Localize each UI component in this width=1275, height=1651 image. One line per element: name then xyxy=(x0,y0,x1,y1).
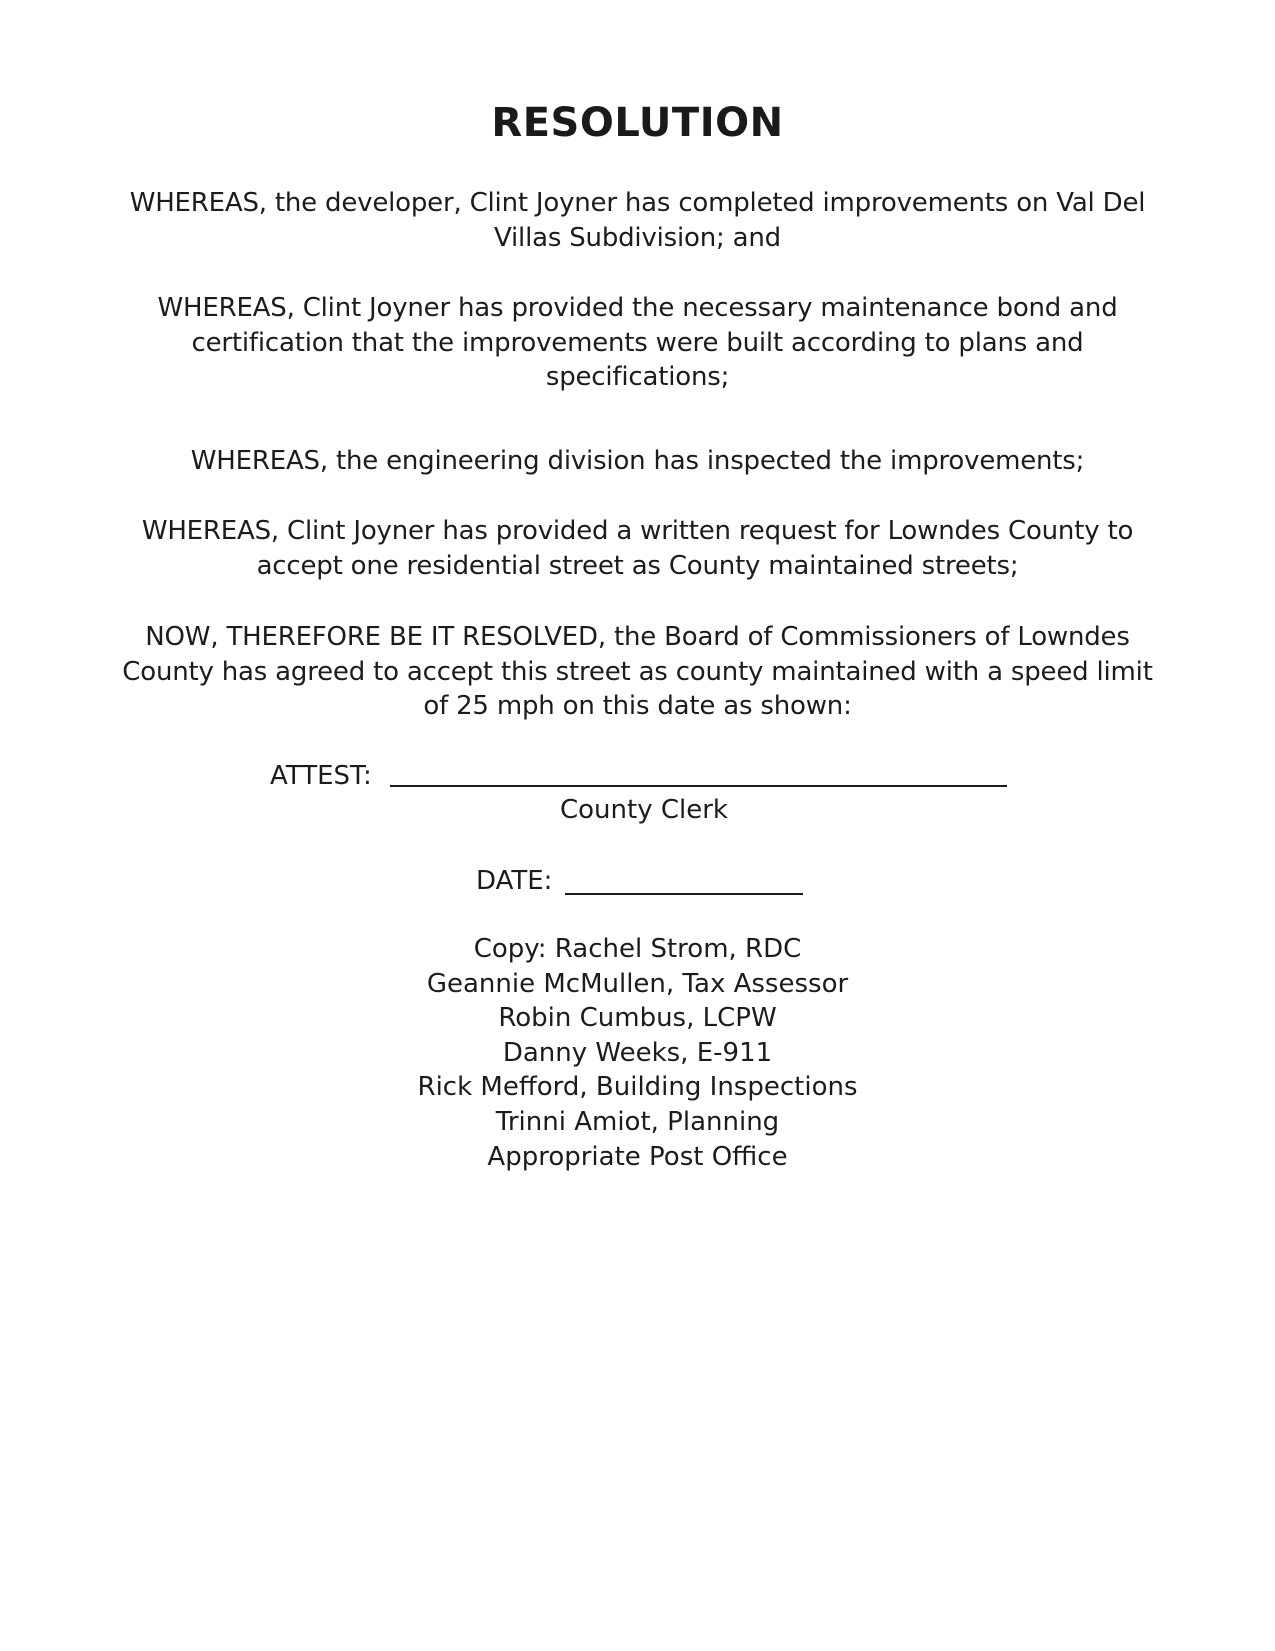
paragraph-line: NOW, THEREFORE BE IT RESOLVED, the Board of Commissioners of Lowndes xyxy=(145,622,1130,652)
paragraph-line: WHEREAS, the developer, Clint Joyner has completed improvements on Val Del xyxy=(129,188,1146,218)
date-label: DATE: xyxy=(476,866,553,896)
copy-recipient: Geannie McMullen, Tax Assessor xyxy=(426,968,849,999)
copy-recipient: Trinni Amiot, Planning xyxy=(495,1106,780,1137)
copy-recipient: Danny Weeks, E-911 xyxy=(502,1037,773,1068)
paragraph-line: accept one residential street as County maintained streets; xyxy=(256,550,1019,581)
document-title: RESOLUTION xyxy=(491,100,784,146)
paragraph-line: WHEREAS, Clint Joyner has provided a written request for Lowndes County to xyxy=(141,516,1134,546)
paragraph-line: WHEREAS, Clint Joyner has provided the necessary maintenance bond and xyxy=(157,293,1118,323)
date-blank-line xyxy=(565,893,803,895)
whereas-paragraph-bond xyxy=(120,291,1155,395)
attest-signature-line xyxy=(390,785,1007,787)
whereas-paragraph-request xyxy=(120,514,1155,583)
attest-label: ATTEST: xyxy=(270,761,372,791)
resolved-paragraph xyxy=(120,620,1155,724)
copy-recipient: Appropriate Post Office xyxy=(487,1141,788,1172)
copy-recipient: Robin Cumbus, LCPW xyxy=(498,1003,777,1034)
paragraph-line: WHEREAS, the engineering division has inspected the improvements; xyxy=(190,446,1085,476)
paragraph-line: County has agreed to accept this street as county maintained with a speed limit xyxy=(122,656,1153,687)
whereas-paragraph-developer xyxy=(120,186,1155,255)
whereas-paragraph-inspection xyxy=(120,444,1155,479)
county-clerk-label: County Clerk xyxy=(560,795,728,825)
paragraph-line: specifications; xyxy=(545,362,730,392)
paragraph-line: certification that the improvements were built according to plans and xyxy=(191,327,1084,358)
copy-recipient: Rick Mefford, Building Inspections xyxy=(417,1072,858,1103)
copy-distribution-list xyxy=(120,932,1155,1174)
paragraph-line: of 25 mph on this date as shown: xyxy=(423,691,852,721)
paragraph-line: Villas Subdivision; and xyxy=(494,222,781,253)
copy-recipient: Copy: Rachel Strom, RDC xyxy=(473,934,802,964)
